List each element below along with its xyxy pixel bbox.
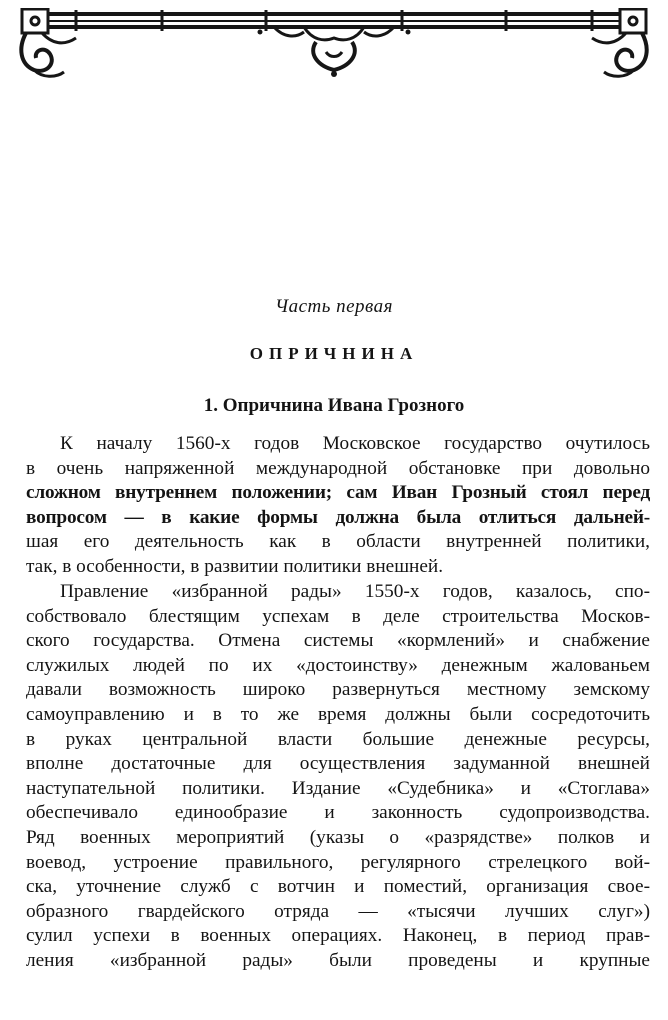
text-line: собствовало блестящим успехам в деле строительства Москов- [26, 605, 650, 627]
text-line: обеспечивало единообразие и законность судопроизводства. [26, 802, 650, 824]
text-line: Ряд военных мероприятий (указы о «разрядстве» полков и [26, 826, 650, 848]
text-line: шая его деятельность как в области внутренней политики, [26, 531, 650, 553]
text-line: сложном внутреннем положении; сам Иван Грозный стоял перед [26, 482, 650, 504]
decorative-header-ornament [12, 8, 656, 80]
text-line: Правление «избранной рады» 1550-х годов, казалось, спо- [60, 581, 650, 602]
part-label: Часть первая [274, 296, 394, 317]
text-line: самоуправлению и в то же время должны были сосредоточить [26, 703, 650, 725]
text-line: в руках центральной власти большие денежные ресурсы, [26, 728, 650, 750]
text-line: ска, уточнение служб с вотчин и поместий, организация свое- [26, 876, 650, 898]
text-line: служилых людей по их «достоинству» денежным жалованьем [26, 654, 650, 676]
chapter-title: 1. Опричнина Ивана Грозного [203, 395, 465, 416]
text-line: вполне достаточные для осуществления задуманной внешней [26, 753, 650, 775]
text-line: сулил успехи в военных операциях. Наконец, в период прав- [26, 925, 650, 947]
section-title: ОПРИЧНИНА [249, 344, 419, 363]
text-line: давали возможность широко развернуться местному земскому [26, 679, 650, 701]
text-line: образного гвардейского отряда — «тысячи лучших слуг») [26, 900, 650, 922]
text-line: воевод, устроение правильного, регулярного стрелецкого вой- [26, 851, 650, 873]
text-line: в очень напряженной международной обстановке при довольно [26, 457, 650, 479]
paragraph-1 [26, 432, 650, 580]
text-line: наступательной политики. Издание «Судебника» и «Стоглава» [26, 777, 650, 799]
text-line: ления «избранной рады» были проведены и крупные [26, 949, 650, 971]
text-line: ского государства. Отмена системы «кормлений» и снабжение [26, 630, 650, 652]
text-line: вопросом — в какие формы должна была отлиться дальней- [26, 506, 650, 528]
paragraph-2 [26, 580, 650, 974]
text-line: К началу 1560-х годов Московское государство очутилось [60, 433, 650, 454]
text-line: так, в особенности, в развитии политики внешней. [26, 555, 444, 577]
